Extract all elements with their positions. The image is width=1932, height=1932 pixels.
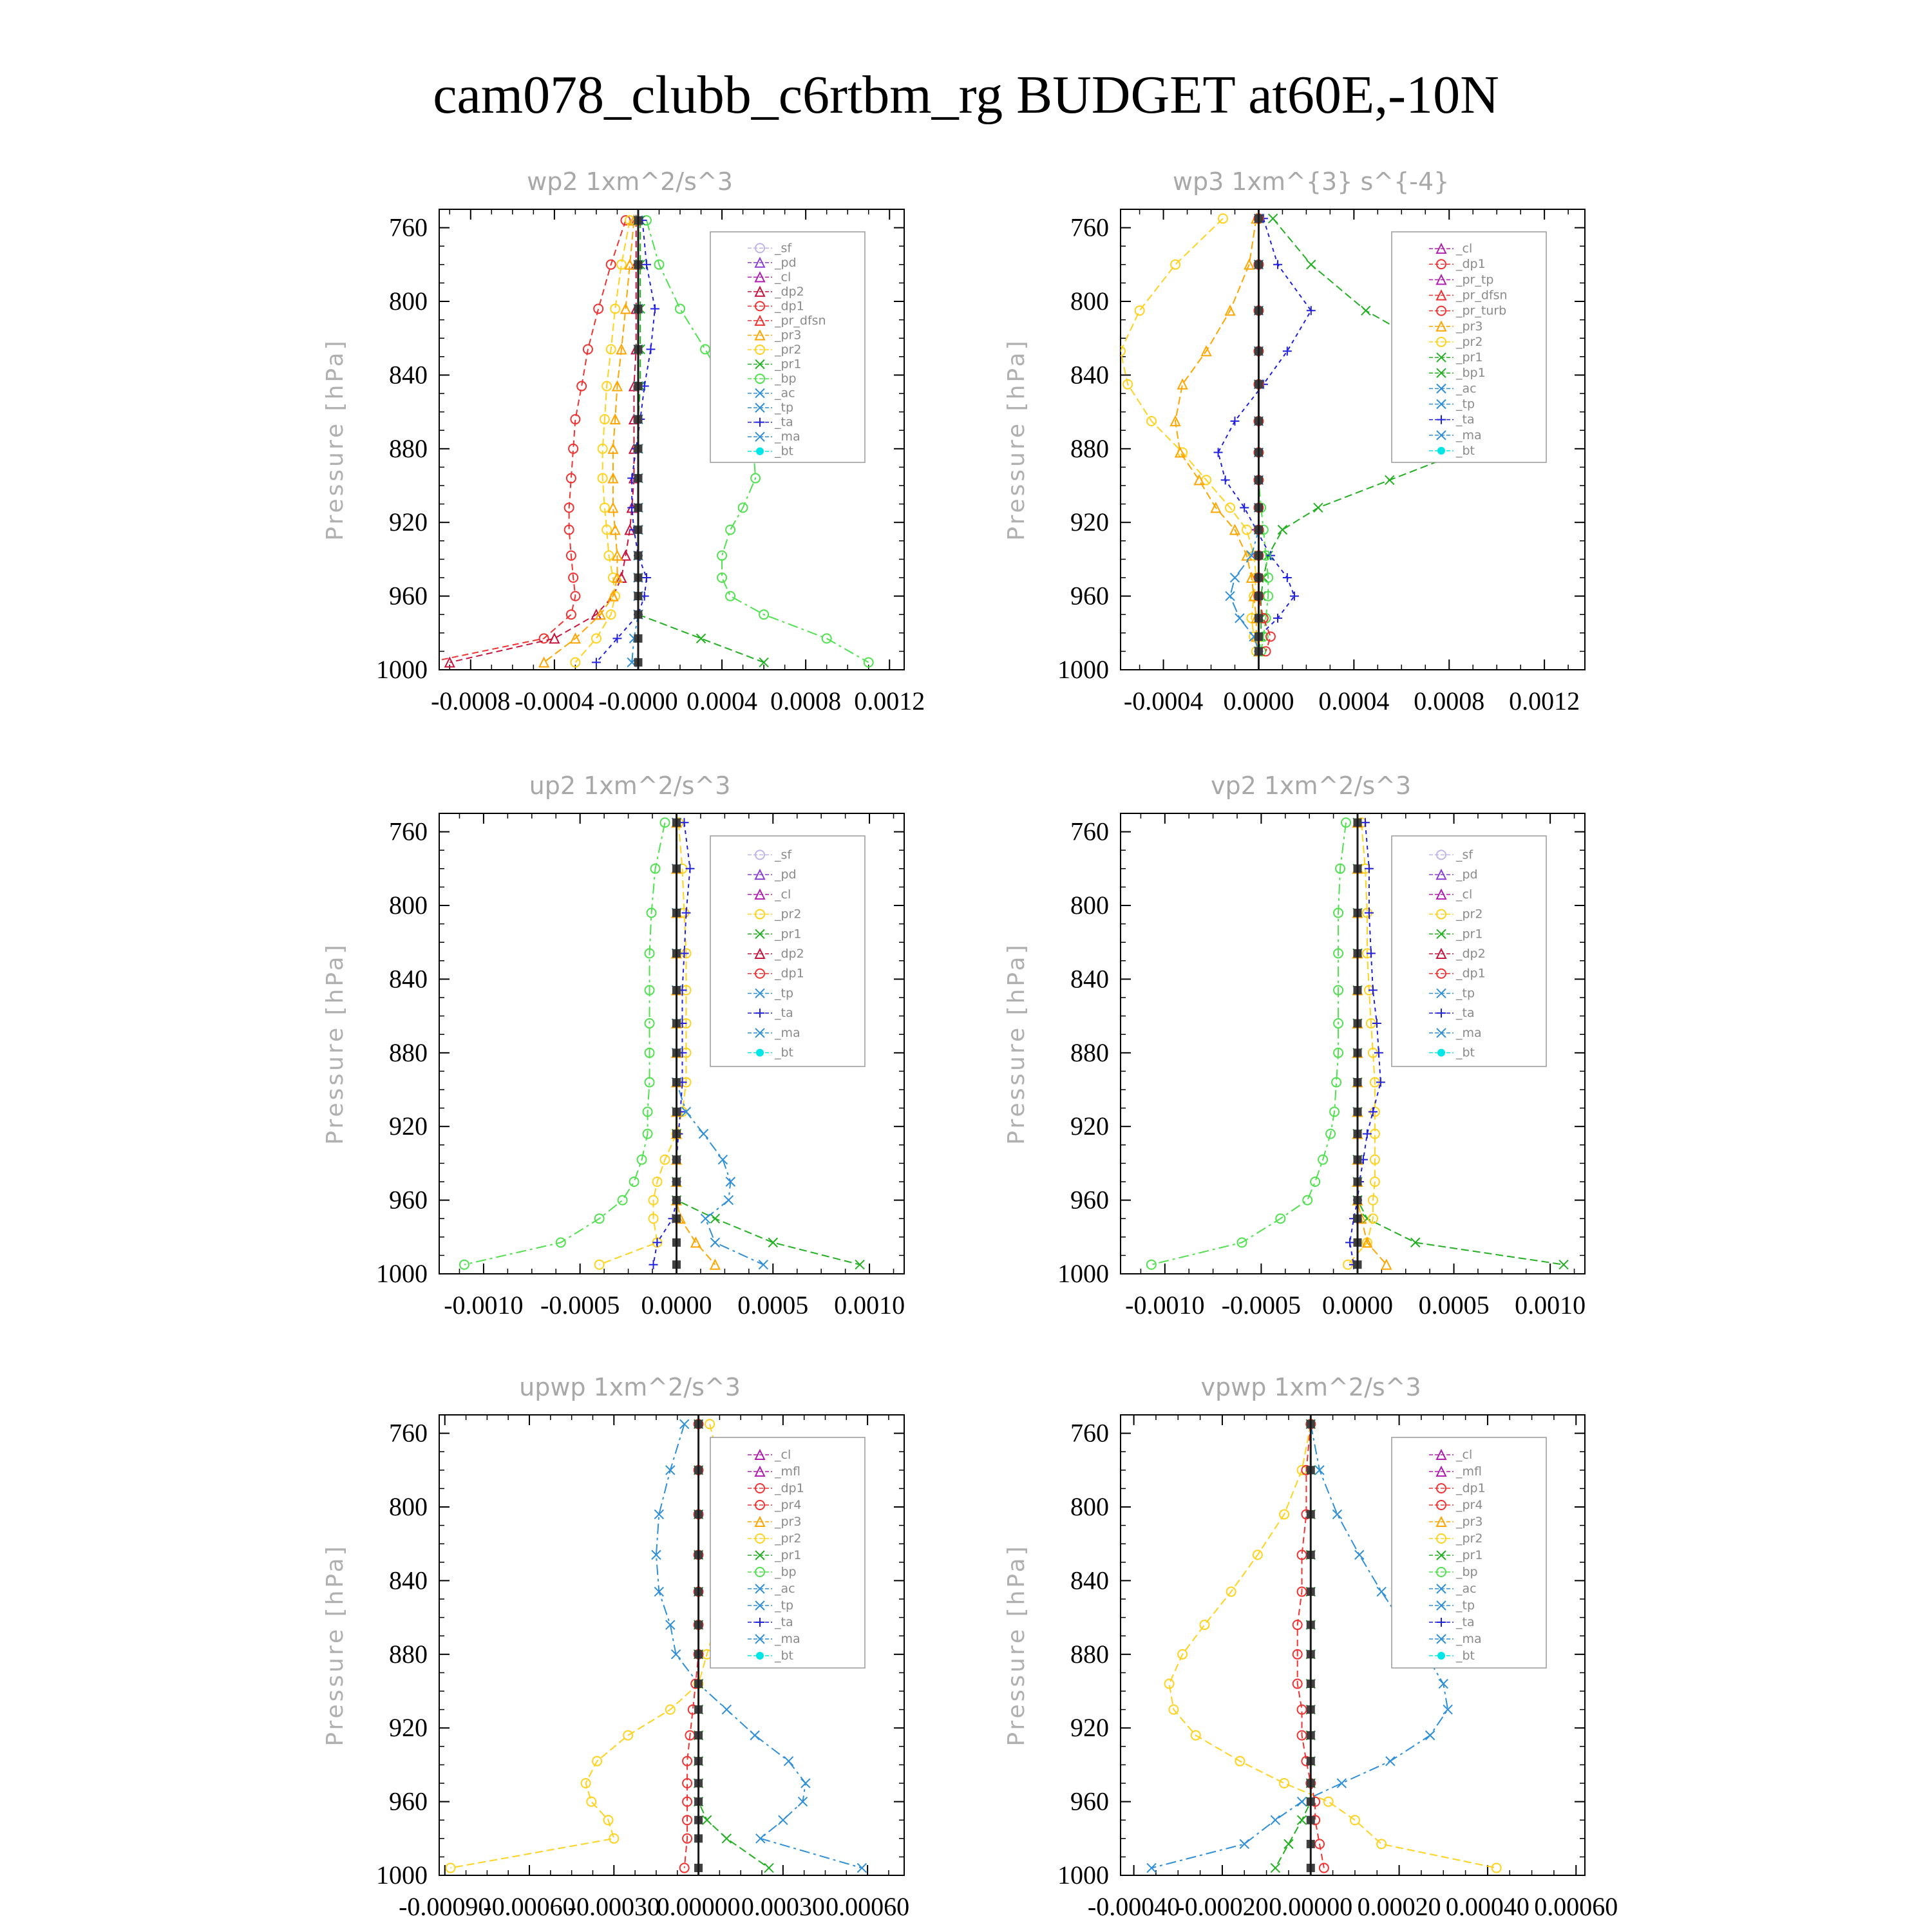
series-line [1151,822,1346,1264]
legend-entry: _ma [1456,1632,1482,1646]
series-line [1121,218,1256,651]
data-point [710,1238,719,1247]
y-tick-label: 760 [1070,1418,1109,1448]
series-line [676,822,715,1264]
x-tick-label: -0.0005 [1221,1291,1302,1320]
data-point [1273,614,1282,623]
legend-entry: _ma [775,1632,800,1646]
legend-marker [756,448,764,455]
x-tick-label: 0.0000 [1223,687,1294,715]
y-tick-label: 840 [1070,360,1109,390]
legend-entry: _ta [775,1006,793,1021]
y-axis-label: Pressure [hPa] [322,942,348,1145]
y-tick-label: 960 [389,1185,428,1215]
legend-entry: _mfl [775,1464,800,1479]
y-tick-label: 1000 [376,1259,428,1288]
data-point [1147,1864,1156,1873]
data-point [649,1260,658,1269]
data-point [1377,1587,1386,1596]
data-point [718,1155,727,1164]
x-tick-label: 0.0010 [1515,1291,1586,1320]
legend-entry: _sf [775,241,792,256]
x-tick-label: 0.0008 [1414,687,1485,715]
data-point [722,1705,731,1714]
legend-entry: _dp2 [775,284,804,299]
data-point [592,634,601,643]
legend-entry: _pr3 [775,328,802,343]
y-tick-label: 920 [389,1713,428,1743]
legend-entry: _pr2 [1456,907,1483,922]
legend-entry: _cl [775,270,791,285]
legend-entry: _ac [1456,381,1477,396]
x-tick-label: -0.0004 [1123,687,1204,715]
y-axis-label: Pressure [hPa] [1003,338,1030,541]
data-point [650,304,659,313]
legend-entry: _sf [1456,848,1473,862]
chart-panel [322,772,905,1320]
legend-entry: _cl [1456,1448,1473,1462]
y-tick-label: 840 [389,964,428,994]
data-point [630,1177,639,1186]
data-point [618,1196,627,1205]
data-point [764,1864,773,1873]
y-tick-label: 920 [389,507,428,537]
legend-entry: _pr2 [775,343,802,357]
legend-entry: _bt [775,1045,794,1060]
data-point [717,551,726,560]
legend-entry: _ma [1456,1025,1482,1040]
legend-entry: _dp1 [1456,966,1486,981]
x-tick-label: -0.00020 [1176,1892,1269,1921]
x-tick-label: 0.0004 [687,687,758,715]
x-tick-label: -0.0010 [444,1291,524,1320]
data-point [666,1466,675,1475]
data-point [676,304,685,313]
x-tick-label: 0.00060 [826,1892,910,1921]
data-point [1365,908,1374,917]
y-tick-label: 800 [1070,1492,1109,1521]
legend-entry: _pd [1456,867,1478,882]
legend-entry: _tp [1456,1598,1475,1613]
y-tick-label: 920 [1070,507,1109,537]
panel-title: vpwp 1xm^2/s^3 [1200,1373,1421,1401]
data-point [759,1260,768,1269]
data-point [1368,1107,1378,1116]
legend-entry: _tp [775,1598,794,1613]
y-tick-label: 760 [1070,213,1109,242]
y-tick-label: 960 [389,581,428,611]
y-tick-label: 960 [1070,581,1109,611]
legend-entry: _ta [775,415,793,430]
legend-entry: _tp [1456,986,1475,1001]
x-tick-label: 0.0008 [770,687,842,715]
data-point [1271,1815,1280,1824]
legend-entry: _mfl [1456,1464,1482,1479]
data-point [701,1214,710,1223]
chart-panel [322,167,925,715]
legend-entry: _dp1 [1456,257,1486,272]
data-point [1221,475,1230,484]
x-tick-label: -0.00030 [567,1892,660,1921]
legend-entry: _pr2 [775,1531,802,1546]
data-point [1324,1797,1333,1806]
data-point [1385,475,1394,484]
data-point [779,1815,788,1824]
legend-entry: _ta [1456,1615,1475,1629]
legend-entry: _bp [775,1565,797,1579]
x-tick-label: 0.0000 [641,1291,712,1320]
y-axis-label: Pressure [hPa] [322,1544,348,1747]
x-tick-label: 0.0012 [1509,687,1580,715]
legend-entry: _ma [775,430,800,444]
data-point [784,1757,793,1766]
data-point [1278,526,1287,535]
data-point [724,1196,733,1205]
data-point [1214,448,1223,457]
legend-marker [756,1652,764,1660]
legend-entry: _ta [1456,1006,1475,1021]
x-tick-label: 0.00030 [741,1892,825,1921]
data-point [1298,1797,1307,1806]
chart-panel [322,1373,909,1921]
data-point [1283,573,1292,582]
x-tick-label: -0.0010 [1125,1291,1205,1320]
y-tick-label: 800 [389,1492,428,1521]
panel-title: wp3 1xm^{3} s^{-4} [1172,167,1450,196]
legend-entry: _pr_dfsn [1456,288,1508,303]
data-point [550,634,559,643]
data-point [722,1834,731,1843]
legend-entry: _pr_dfsn [775,313,826,328]
data-point [1307,260,1316,269]
x-tick-label: -0.00090 [399,1892,491,1921]
y-axis-label: Pressure [hPa] [322,338,348,541]
legend-entry: _pr1 [1456,350,1483,365]
legend-entry: _tp [1456,397,1475,412]
data-point [567,610,576,619]
series-line [451,1424,735,1868]
data-point [701,345,710,354]
data-point [1240,503,1249,512]
data-point [1242,526,1251,535]
data-point [1171,260,1180,269]
series-line [429,220,626,662]
legend-entry: _sf [775,848,792,862]
data-point [1200,1620,1209,1629]
data-point [1230,573,1239,582]
data-point [1559,1260,1568,1269]
legend-entry: _bp [1456,1565,1478,1579]
y-tick-label: 920 [1070,1112,1109,1141]
legend-entry: _pr1 [775,1548,802,1562]
data-point [750,1731,759,1740]
data-point [1345,1238,1354,1247]
data-point [1386,1757,1395,1766]
legend-entry: _pr1 [775,357,802,372]
legend-entry: _bt [1456,443,1475,458]
legend-entry: _dp1 [1456,1481,1486,1495]
data-point [685,864,694,873]
legend-entry: _ta [775,1615,793,1629]
legend-entry: _dp1 [775,299,804,314]
data-point [1235,614,1244,623]
data-point [1368,986,1378,995]
data-point [756,1834,765,1843]
legend-entry: _pr4 [1456,1498,1483,1512]
data-point [1337,1779,1346,1788]
chart-panel [1003,167,1585,715]
y-tick-label: 840 [389,360,428,390]
x-tick-label: 0.0012 [854,687,925,715]
data-point [857,1864,866,1873]
legend-entry: _bp1 [1456,366,1486,381]
legend-entry: _pr_tp [1456,272,1494,287]
legend-entry: _ma [775,1025,800,1040]
y-tick-label: 880 [1070,1037,1109,1067]
data-point [646,345,655,354]
y-tick-label: 960 [1070,1786,1109,1816]
legend-entry: _dp2 [1456,947,1486,961]
legend-entry: _pr_turb [1456,303,1507,318]
legend-entry: _cl [1456,887,1473,902]
y-tick-label: 800 [389,891,428,920]
data-point [855,1260,864,1269]
data-point [1284,1839,1293,1848]
data-point [726,592,735,601]
legend-entry: _ac [775,386,795,401]
y-tick-label: 1000 [1057,655,1109,684]
data-point [1269,214,1278,223]
legend-entry: _pd [775,255,797,270]
panel-title: vp2 1xm^2/s^3 [1211,772,1412,800]
legend-entry: _pr2 [1456,334,1483,349]
legend-entry: _ta [1456,412,1475,427]
y-tick-label: 840 [1070,1566,1109,1595]
data-point [703,1815,712,1824]
data-point [726,526,735,535]
panel-title: wp2 1xm^2/s^3 [527,167,733,196]
x-tick-label: 0.0005 [1418,1291,1490,1320]
panel-title: upwp 1xm^2/s^3 [519,1373,741,1401]
legend-entry: _pr1 [1456,1548,1483,1562]
legend-entry: _pr3 [1456,319,1483,334]
chart-panel [1003,1373,1618,1921]
legend-marker [1437,1049,1445,1057]
series-line [575,220,630,662]
data-point [1273,260,1282,269]
data-point [1355,1550,1364,1559]
data-point [1303,1196,1312,1205]
data-point [1298,1815,1307,1824]
legend-entry: _tp [775,401,794,415]
data-point [1314,503,1323,512]
data-point [710,1214,719,1223]
y-axis-label: Pressure [hPa] [1003,942,1030,1145]
data-point [801,1779,810,1788]
figure-title: cam078_clubb_c6rtbm_rg BUDGET at60E,-10N [433,65,1499,125]
legend-entry: _ma [1456,428,1482,442]
data-point [1283,346,1292,355]
data-point [1361,306,1370,315]
data-point [681,908,690,917]
panel-title: up2 1xm^2/s^3 [529,772,731,800]
legend-entry: _pr4 [775,1498,802,1512]
data-point [1240,1839,1249,1848]
legend-entry: _tp [775,986,794,1001]
y-tick-label: 920 [1070,1713,1109,1743]
data-point [699,1130,708,1139]
x-tick-label: 0.0010 [834,1291,905,1320]
legend-marker [1437,447,1445,455]
series-line [1258,218,1270,651]
data-point [1363,1130,1372,1139]
series-line [1175,218,1258,651]
legend-entry: _bt [775,444,794,459]
series-line [464,822,665,1264]
y-tick-label: 1000 [376,1861,428,1889]
x-tick-label: -0.0005 [540,1291,620,1320]
data-point [679,949,688,958]
legend-entry: _ac [1456,1582,1477,1596]
legend-entry: _cl [775,1448,791,1462]
data-point [1135,306,1144,315]
data-point [1147,1260,1156,1269]
data-point [587,1797,596,1806]
data-point [594,304,603,313]
legend-entry: _pr2 [775,907,802,922]
series-line [1258,218,1268,651]
legend-entry: _bt [1456,1649,1475,1663]
y-axis-label: Pressure [hPa] [1003,1544,1030,1747]
legend-entry: _pr1 [775,927,802,942]
legend-entry: _pr1 [1456,927,1483,942]
data-point [680,1419,689,1428]
data-point [1226,592,1235,601]
series-line [1230,218,1258,651]
data-point [645,1078,654,1087]
y-tick-label: 1000 [1057,1861,1109,1889]
legend-entry: _dp2 [775,947,804,961]
legend-entry: _cl [775,887,791,902]
y-tick-label: 800 [1070,287,1109,316]
y-tick-label: 840 [389,1566,428,1595]
data-point [697,634,706,643]
y-tick-label: 840 [1070,964,1109,994]
data-point [1311,1177,1320,1186]
y-tick-label: 760 [389,817,428,846]
x-tick-label: -0.00060 [483,1892,576,1921]
x-tick-label: 0.00040 [1445,1892,1530,1921]
y-tick-label: 880 [1070,1639,1109,1669]
y-tick-label: 760 [389,213,428,242]
x-tick-label: -0.0008 [431,687,511,715]
y-tick-label: 880 [389,1037,428,1067]
series-line [544,220,634,662]
legend-entry: _pr3 [1456,1515,1483,1529]
legend-entry: _dp1 [775,1481,804,1495]
y-tick-label: 760 [389,1418,428,1448]
legend-entry: _bt [1456,1045,1475,1060]
data-point [1307,306,1316,315]
y-tick-label: 880 [389,433,428,463]
legend-entry: _pd [775,867,797,882]
legend-entry: _bt [775,1649,794,1663]
y-tick-label: 760 [1070,817,1109,846]
y-tick-label: 960 [389,1786,428,1816]
series-line [450,220,636,662]
x-tick-label: 0.00000 [1269,1892,1353,1921]
legend-marker [756,1049,764,1057]
legend-entry: _bp [775,372,797,386]
x-tick-label: 0.00020 [1357,1892,1441,1921]
x-tick-label: 0.0000 [1321,1291,1393,1320]
x-tick-label: 0.00060 [1534,1892,1618,1921]
data-point [1271,1864,1280,1873]
series-line [654,822,690,1264]
legend-entry: _pr3 [775,1515,802,1529]
legend-entry: _pr2 [1456,1531,1483,1546]
legend-entry: _cl [1456,242,1473,256]
x-tick-label: 0.00000 [656,1892,741,1921]
y-tick-label: 880 [389,1639,428,1669]
y-tick-label: 960 [1070,1185,1109,1215]
y-tick-label: 800 [389,287,428,316]
x-tick-label: 0.0004 [1318,687,1390,715]
legend-marker [1437,1652,1445,1660]
x-tick-label: 0.0005 [737,1291,809,1320]
y-tick-label: 1000 [1057,1259,1109,1288]
data-point [642,573,651,582]
y-tick-label: 880 [1070,433,1109,463]
legend-entry: _ac [775,1582,795,1596]
data-point [1332,1510,1341,1519]
chart-panel [1003,772,1586,1320]
x-tick-label: -0.0000 [598,687,678,715]
legend-entry: _dp1 [775,966,804,981]
data-point [1426,1731,1435,1740]
y-tick-label: 800 [1070,891,1109,920]
data-point [768,1238,777,1247]
panels [322,167,1618,1921]
data-point [1280,1779,1289,1788]
y-tick-label: 1000 [376,655,428,684]
series-line [1275,1424,1311,1868]
x-tick-label: -0.0004 [515,687,594,715]
x-tick-label: -0.00040 [1087,1892,1180,1921]
y-tick-label: 920 [389,1112,428,1141]
